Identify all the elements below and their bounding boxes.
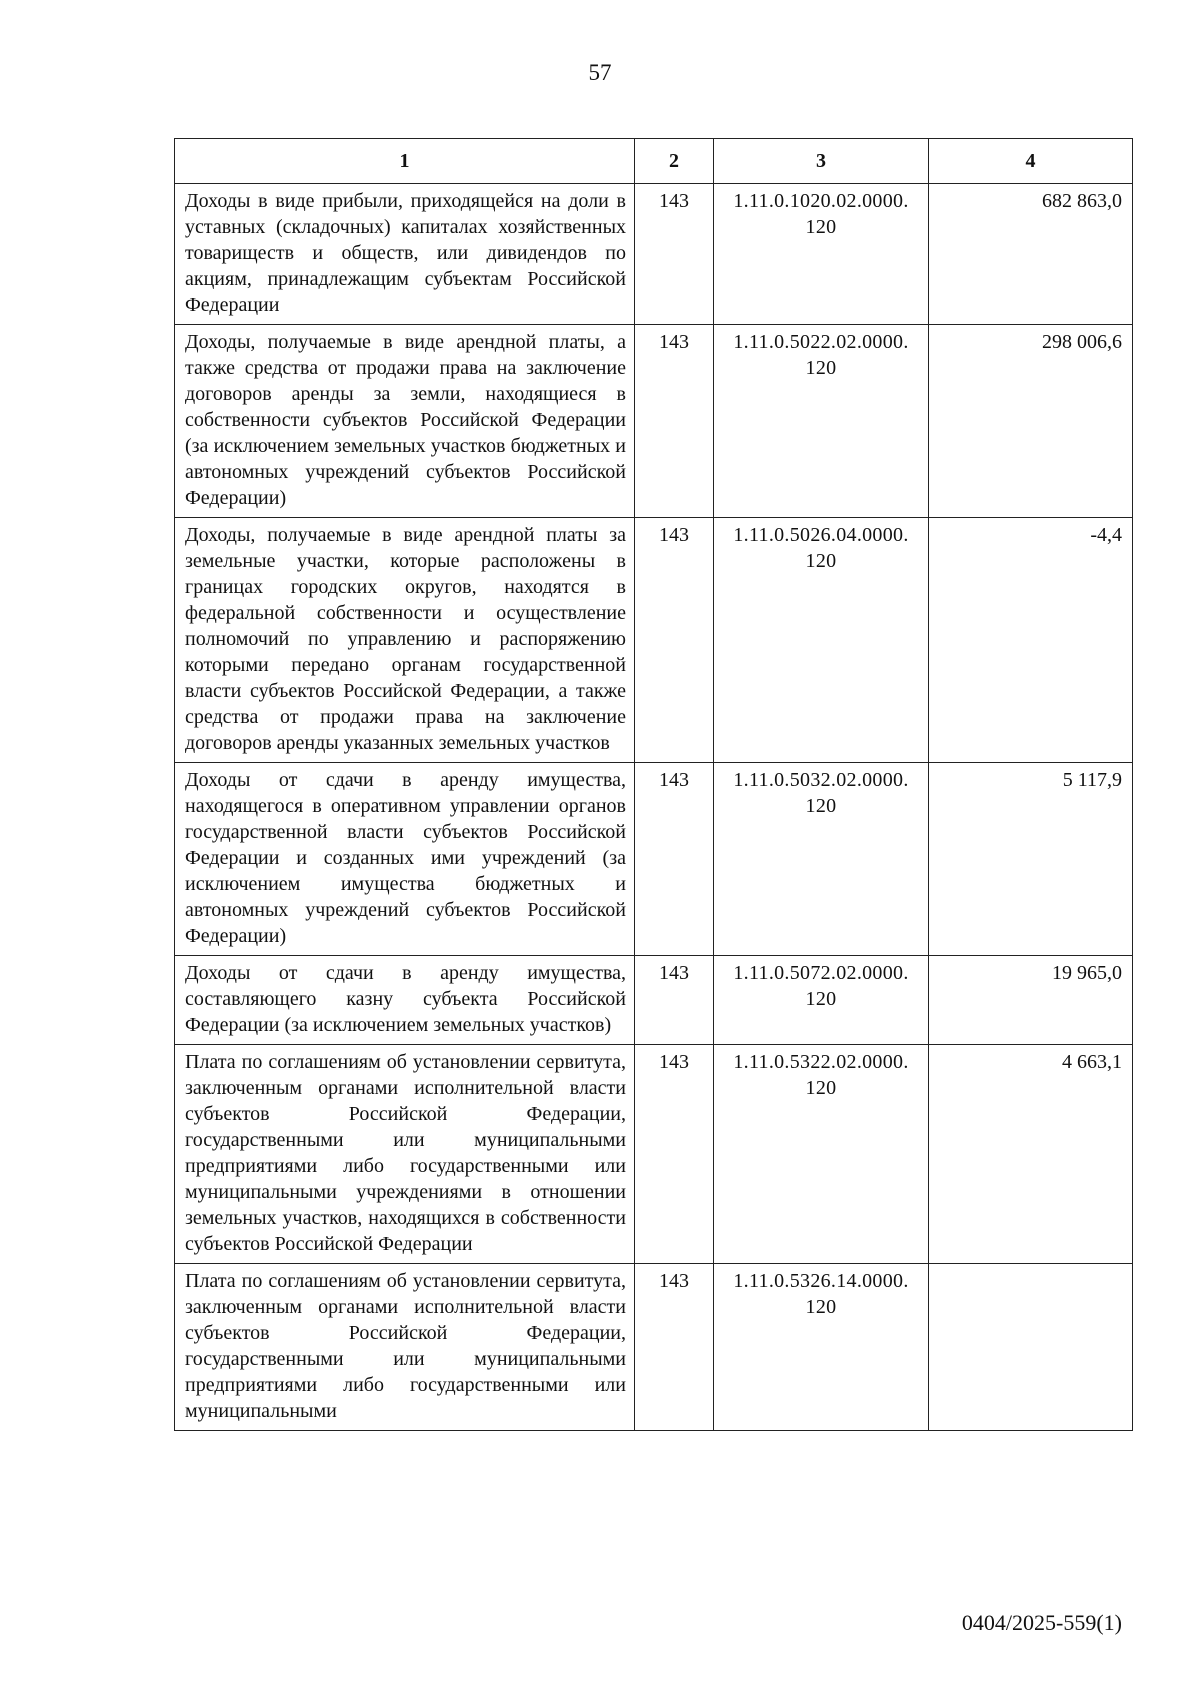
row-budget-code: 1.11.0.5326.14.0000.​120 <box>714 1264 929 1431</box>
row-amount: 682 863,0 <box>929 184 1133 325</box>
row-amount: 5 117,9 <box>929 763 1133 956</box>
row-budget-code: 1.11.0.5072.02.0000.​120 <box>714 956 929 1045</box>
header-col-3: 3 <box>714 139 929 184</box>
page-number: 57 <box>588 60 612 85</box>
row-admin-code: 143 <box>635 184 714 325</box>
row-amount: 298 006,6 <box>929 325 1133 518</box>
row-admin-code: 143 <box>635 518 714 763</box>
header-col-4: 4 <box>929 139 1133 184</box>
row-description: Плата по соглашениям об установлении сервитута, заключенным органами исполнительной власти субъектов Российской Федерации, государственными или муниципальными предприятиями либо государственными или муниципальными учреждениями в отношении земельных участков, находящихся в собственности субъектов Российской Федерации <box>175 1045 635 1264</box>
row-admin-code: 143 <box>635 1045 714 1264</box>
row-budget-code: 1.11.0.5022.02.0000.​120 <box>714 325 929 518</box>
table-row <box>175 763 1133 956</box>
row-admin-code: 143 <box>635 325 714 518</box>
row-amount: 4 663,1 <box>929 1045 1133 1264</box>
row-admin-code: 143 <box>635 1264 714 1431</box>
row-description: Доходы в виде прибыли, приходящейся на доли в уставных (складочных) капиталах хозяйственных товариществ и обществ, или дивидендов по акциям, принадлежащим субъектам Российской Федерации <box>175 184 635 325</box>
row-description: Доходы, получаемые в виде арендной платы за земельные участки, которые расположены в границах городских округов, находятся в федеральной собственности и осуществление полномочий по управлению и распоряжению которыми передано органам государственной власти субъектов Российской Федерации, а также средства от продажи права на заключение договоров аренды указанных земельных участков <box>175 518 635 763</box>
row-amount: 19 965,0 <box>929 956 1133 1045</box>
row-description: Доходы, получаемые в виде арендной платы, а также средства от продажи права на заключение договоров аренды за земли, находящиеся в собственности субъектов Российской Федерации (за исключением земельных участков бюджетных и автономных учреждений субъектов Российской Федерации) <box>175 325 635 518</box>
row-amount: -4,4 <box>929 518 1133 763</box>
table-row <box>175 518 1133 763</box>
table-row <box>175 325 1133 518</box>
document-number: 0404/2025-559(1) <box>961 1610 1122 1635</box>
row-description: Плата по соглашениям об установлении сервитута, заключенным органами исполнительной власти субъектов Российской Федерации, государственными или муниципальными предприятиями либо государственными или муниципальными <box>175 1264 635 1431</box>
header-col-1: 1 <box>175 139 635 184</box>
row-budget-code: 1.11.0.5032.02.0000.​120 <box>714 763 929 956</box>
row-budget-code: 1.11.0.5322.02.0000.​120 <box>714 1045 929 1264</box>
table-row <box>175 184 1133 325</box>
row-budget-code: 1.11.0.1020.02.0000.​120 <box>714 184 929 325</box>
table-row <box>175 956 1133 1045</box>
row-admin-code: 143 <box>635 956 714 1045</box>
table-row <box>175 1264 1133 1431</box>
row-budget-code: 1.11.0.5026.04.0000.​120 <box>714 518 929 763</box>
row-admin-code: 143 <box>635 763 714 956</box>
row-description: Доходы от сдачи в аренду имущества, составляющего казну субъекта Российской Федерации (за исключением земельных участков) <box>175 956 635 1045</box>
header-row <box>175 139 1133 184</box>
row-description: Доходы от сдачи в аренду имущества, находящегося в оперативном управлении органов государственной власти субъектов Российской Федерации и созданных ими учреждений (за исключением имущества бюджетных и автономных учреждений субъектов Российской Федерации) <box>175 763 635 956</box>
header-col-2: 2 <box>635 139 714 184</box>
row-amount <box>929 1264 1133 1431</box>
revenue-table <box>174 138 1133 1431</box>
table-row <box>175 1045 1133 1264</box>
